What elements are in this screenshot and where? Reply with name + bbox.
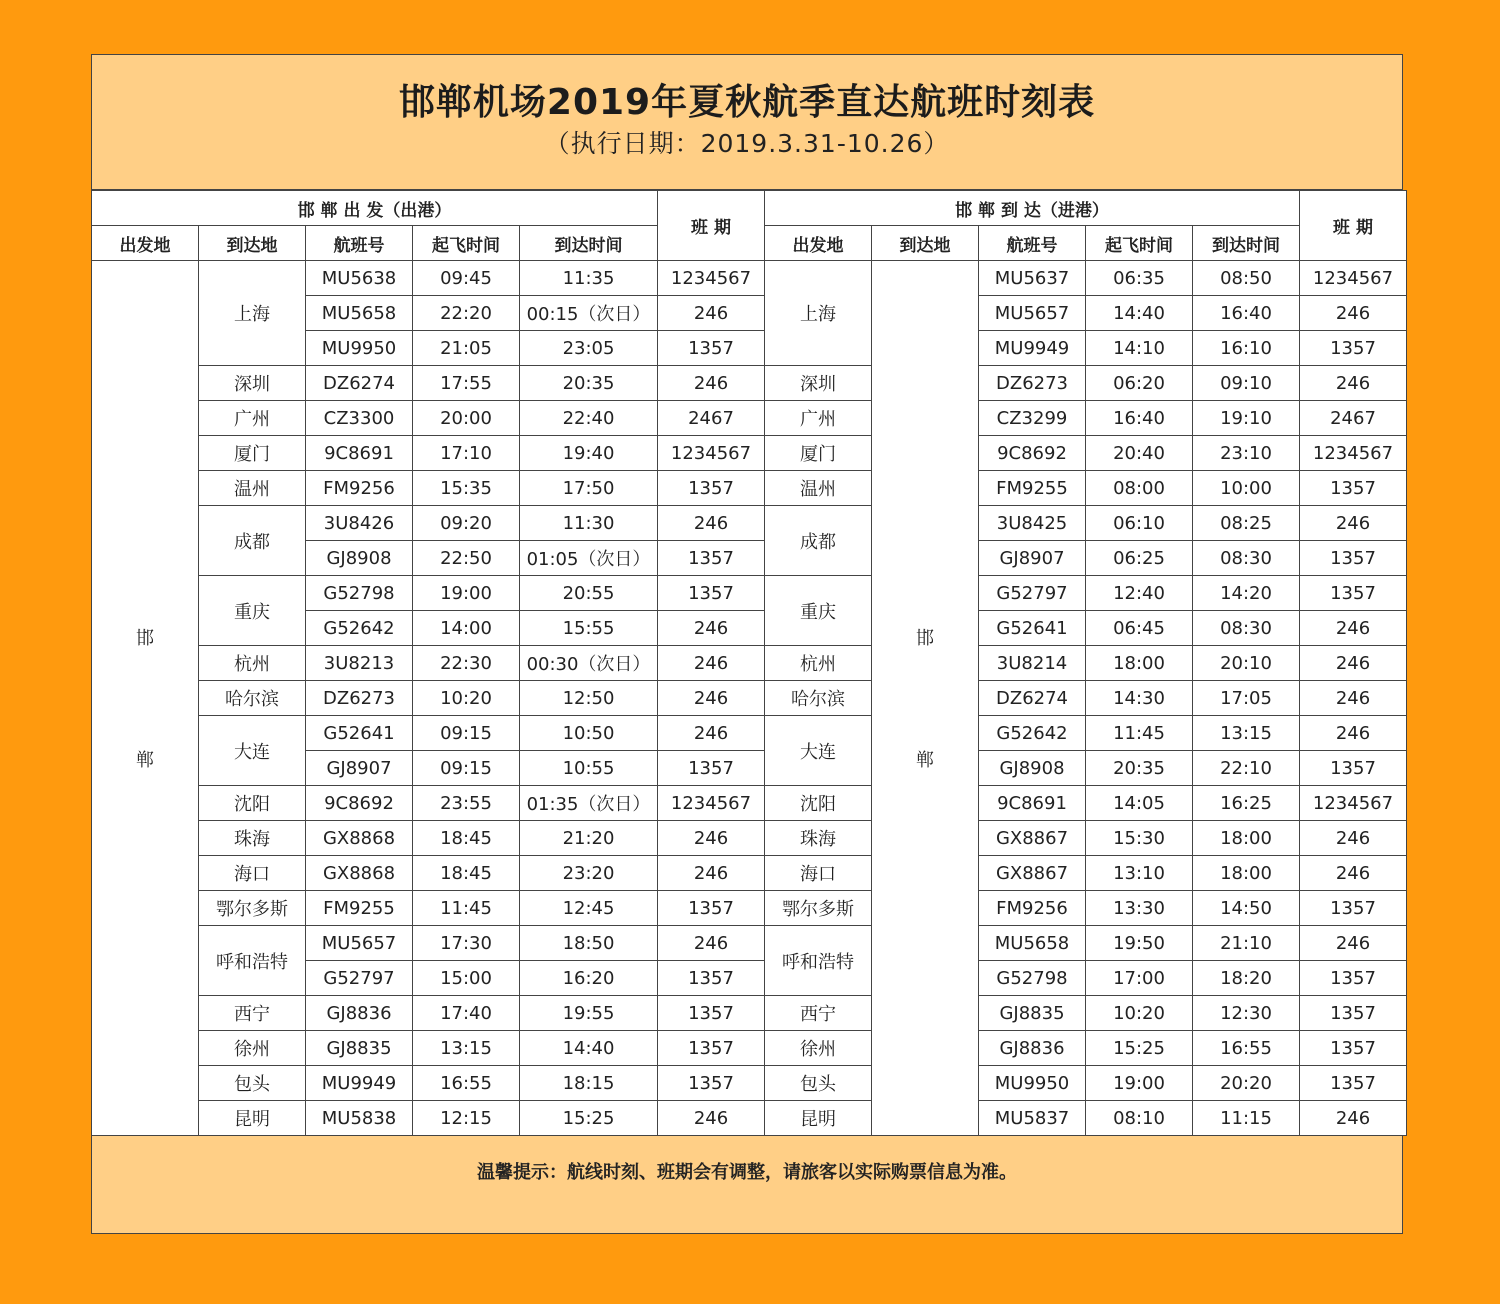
departure-destination-city: 成都 (199, 506, 306, 576)
departure-destination-city: 西宁 (199, 996, 306, 1031)
arrival-schedule-days: 1234567 (1300, 786, 1407, 821)
departure-flight-number: GJ8907 (306, 751, 413, 786)
arrival-takeoff-time: 08:10 (1086, 1101, 1193, 1136)
departure-takeoff-time: 11:45 (413, 891, 520, 926)
arrival-takeoff-time: 06:20 (1086, 366, 1193, 401)
table-row (92, 891, 1407, 926)
arrival-origin-city: 成都 (765, 506, 872, 576)
departure-flight-number: MU5638 (306, 261, 413, 296)
departure-schedule-days: 1234567 (658, 786, 765, 821)
arrival-arrival-time: 08:30 (1193, 541, 1300, 576)
departure-schedule-days: 1357 (658, 1031, 765, 1066)
departure-arrival-time: 21:20 (520, 821, 658, 856)
arrival-flight-number: 3U8425 (979, 506, 1086, 541)
departure-flight-number: GX8868 (306, 821, 413, 856)
departure-schedule-days: 1357 (658, 576, 765, 611)
departure-flight-number: FM9255 (306, 891, 413, 926)
arrival-destination-cell-char: 邯 (916, 628, 934, 649)
arrival-flight-number: MU5637 (979, 261, 1086, 296)
departure-schedule-days: 1357 (658, 331, 765, 366)
departure-destination-city: 沈阳 (199, 786, 306, 821)
departure-takeoff-time: 09:20 (413, 506, 520, 541)
arrival-takeoff-time: 06:45 (1086, 611, 1193, 646)
arrival-arrival-time: 12:30 (1193, 996, 1300, 1031)
departure-arrival-time: 11:35 (520, 261, 658, 296)
departure-destination-city: 鄂尔多斯 (199, 891, 306, 926)
arrival-flight-number: 9C8691 (979, 786, 1086, 821)
arrival-flight-number: 3U8214 (979, 646, 1086, 681)
arrival-takeoff-time: 20:40 (1086, 436, 1193, 471)
departure-arrival-time: 12:45 (520, 891, 658, 926)
arrival-flight-number: GJ8907 (979, 541, 1086, 576)
arrival-schedule-days: 1357 (1300, 891, 1407, 926)
departure-arrival-time: 19:55 (520, 996, 658, 1031)
departure-origin-cell-char: 郸 (136, 750, 154, 771)
departure-flight-number: MU5657 (306, 926, 413, 961)
arrival-schedule-days: 246 (1300, 681, 1407, 716)
table-row (92, 506, 1407, 541)
table-row (92, 1101, 1407, 1136)
departure-flight-number: 9C8692 (306, 786, 413, 821)
arrival-schedule-days: 1357 (1300, 996, 1407, 1031)
arrival-flight-number: DZ6274 (979, 681, 1086, 716)
arrival-origin-city: 杭州 (765, 646, 872, 681)
arrival-takeoff-time: 06:10 (1086, 506, 1193, 541)
arrival-takeoff-time: 13:10 (1086, 856, 1193, 891)
departure-takeoff-time: 17:55 (413, 366, 520, 401)
departure-flight-number: G52798 (306, 576, 413, 611)
arrival-takeoff-time: 08:00 (1086, 471, 1193, 506)
departure-schedule-days: 246 (658, 821, 765, 856)
arrival-takeoff-time: 11:45 (1086, 716, 1193, 751)
table-row (92, 926, 1407, 961)
departure-schedule-days: 1357 (658, 541, 765, 576)
arrival-origin-city: 重庆 (765, 576, 872, 646)
arrival-arrival-time: 16:10 (1193, 331, 1300, 366)
arrival-origin-city: 鄂尔多斯 (765, 891, 872, 926)
flight-table-body (92, 261, 1407, 1136)
departure-schedule-days: 246 (658, 296, 765, 331)
departure-flight-number: FM9256 (306, 471, 413, 506)
arrival-flight-number: FM9255 (979, 471, 1086, 506)
departure-takeoff-time: 23:55 (413, 786, 520, 821)
departure-arrival-time: 18:50 (520, 926, 658, 961)
arrival-schedule-days: 1357 (1300, 576, 1407, 611)
arrival-flight-number: G52797 (979, 576, 1086, 611)
departure-destination-city: 海口 (199, 856, 306, 891)
departure-flight-number: GJ8835 (306, 1031, 413, 1066)
departure-arrival-time: 10:50 (520, 716, 658, 751)
departure-origin-cell-char: 邯 (136, 628, 154, 649)
flight-table (91, 190, 1407, 1136)
departure-takeoff-time: 20:00 (413, 401, 520, 436)
arrival-origin-city: 广州 (765, 401, 872, 436)
arrival-schedule-days: 2467 (1300, 401, 1407, 436)
departure-arrival-time: 00:15（次日） (520, 296, 658, 331)
arrival-schedule-days: 1357 (1300, 1066, 1407, 1101)
arrival-schedule-days: 246 (1300, 611, 1407, 646)
departure-arrival-time: 11:30 (520, 506, 658, 541)
departure-arrival-time: 19:40 (520, 436, 658, 471)
arrival-flight-number: MU5837 (979, 1101, 1086, 1136)
departure-flight-number: G52797 (306, 961, 413, 996)
departure-schedule-days: 1357 (658, 1066, 765, 1101)
arrival-schedule-days: 1234567 (1300, 436, 1407, 471)
departure-schedule-days: 246 (658, 716, 765, 751)
arrival-takeoff-time: 20:35 (1086, 751, 1193, 786)
departure-destination-city: 徐州 (199, 1031, 306, 1066)
arrival-arrival-time: 08:50 (1193, 261, 1300, 296)
footer-note: 温馨提示：航线时刻、班期会有调整，请旅客以实际购票信息为准。 (477, 1162, 1017, 1183)
departure-flight-number: DZ6274 (306, 366, 413, 401)
arrival-flight-number: CZ3299 (979, 401, 1086, 436)
timetable-sheet (91, 54, 1403, 1234)
departure-destination-city: 杭州 (199, 646, 306, 681)
departure-schedule-days: 2467 (658, 401, 765, 436)
departure-takeoff-time: 12:15 (413, 1101, 520, 1136)
arrival-takeoff-time: 13:30 (1086, 891, 1193, 926)
departure-flight-number: MU5658 (306, 296, 413, 331)
arr-flight-header: 航班号 (979, 226, 1086, 261)
arrival-flight-number: GJ8908 (979, 751, 1086, 786)
departure-flight-number: GX8868 (306, 856, 413, 891)
arrival-takeoff-time: 14:05 (1086, 786, 1193, 821)
arrival-schedule-header: 班 期 (1300, 191, 1407, 261)
arrival-flight-number: MU9949 (979, 331, 1086, 366)
arrival-takeoff-time: 12:40 (1086, 576, 1193, 611)
arrival-schedule-days: 1357 (1300, 961, 1407, 996)
departure-takeoff-time: 19:00 (413, 576, 520, 611)
page-title: 邯郸机场2019年夏秋航季直达航班时刻表 (398, 82, 1096, 123)
timetable-header (92, 55, 1402, 190)
arrival-schedule-days: 246 (1300, 821, 1407, 856)
departure-arrival-time: 00:30（次日） (520, 646, 658, 681)
departure-takeoff-time: 17:40 (413, 996, 520, 1031)
arrival-schedule-days: 1234567 (1300, 261, 1407, 296)
departure-takeoff-time: 22:30 (413, 646, 520, 681)
table-row (92, 471, 1407, 506)
arrival-schedule-days: 246 (1300, 716, 1407, 751)
departure-destination-city: 温州 (199, 471, 306, 506)
departure-arrival-time: 15:25 (520, 1101, 658, 1136)
departure-schedule-days: 1357 (658, 751, 765, 786)
arr-arrival-time-header: 到达时间 (1193, 226, 1300, 261)
departure-arrival-time: 23:05 (520, 331, 658, 366)
arrival-schedule-days: 246 (1300, 506, 1407, 541)
arrival-arrival-time: 09:10 (1193, 366, 1300, 401)
dep-destination-header: 到达地 (199, 226, 306, 261)
arrival-takeoff-time: 17:00 (1086, 961, 1193, 996)
dep-time-header: 起飞时间 (413, 226, 520, 261)
arrival-flight-number: G52798 (979, 961, 1086, 996)
page-subtitle: （执行日期：2019.3.31-10.26） (544, 129, 950, 158)
arrival-schedule-days: 246 (1300, 296, 1407, 331)
departure-destination-city: 大连 (199, 716, 306, 786)
arrival-arrival-time: 18:00 (1193, 821, 1300, 856)
departure-arrival-time: 20:55 (520, 576, 658, 611)
arrival-takeoff-time: 15:30 (1086, 821, 1193, 856)
departure-destination-city: 深圳 (199, 366, 306, 401)
table-row (92, 786, 1407, 821)
departure-arrival-time: 15:55 (520, 611, 658, 646)
departure-takeoff-time: 09:15 (413, 751, 520, 786)
departure-schedule-header: 班 期 (658, 191, 765, 261)
arrival-arrival-time: 08:25 (1193, 506, 1300, 541)
departure-flight-number: DZ6273 (306, 681, 413, 716)
departure-takeoff-time: 21:05 (413, 331, 520, 366)
departure-schedule-days: 1357 (658, 891, 765, 926)
table-row (92, 716, 1407, 751)
table-row (92, 856, 1407, 891)
departure-arrival-time: 12:50 (520, 681, 658, 716)
departure-takeoff-time: 22:50 (413, 541, 520, 576)
arrival-flight-number: G52642 (979, 716, 1086, 751)
arrival-arrival-time: 13:15 (1193, 716, 1300, 751)
table-row (92, 436, 1407, 471)
departure-flight-number: MU9950 (306, 331, 413, 366)
departure-takeoff-time: 16:55 (413, 1066, 520, 1101)
departure-takeoff-time: 09:45 (413, 261, 520, 296)
departure-takeoff-time: 13:15 (413, 1031, 520, 1066)
arrival-schedule-days: 1357 (1300, 471, 1407, 506)
departure-schedule-days: 246 (658, 856, 765, 891)
arrival-origin-city: 上海 (765, 261, 872, 366)
arrival-origin-city: 西宁 (765, 996, 872, 1031)
departure-flight-number: 9C8691 (306, 436, 413, 471)
arrival-schedule-days: 1357 (1300, 331, 1407, 366)
arrival-arrival-time: 20:10 (1193, 646, 1300, 681)
departure-takeoff-time: 10:20 (413, 681, 520, 716)
departure-destination-city: 珠海 (199, 821, 306, 856)
arrival-takeoff-time: 18:00 (1086, 646, 1193, 681)
arrival-takeoff-time: 10:20 (1086, 996, 1193, 1031)
arrival-takeoff-time: 14:40 (1086, 296, 1193, 331)
departure-takeoff-time: 14:00 (413, 611, 520, 646)
arrival-section-header: 邯 郸 到 达（进港） (765, 191, 1300, 226)
arrival-origin-city: 呼和浩特 (765, 926, 872, 996)
departure-destination-city: 哈尔滨 (199, 681, 306, 716)
departure-flight-number: MU9949 (306, 1066, 413, 1101)
dep-flight-header: 航班号 (306, 226, 413, 261)
arrival-takeoff-time: 06:25 (1086, 541, 1193, 576)
arrival-origin-city: 珠海 (765, 821, 872, 856)
arrival-arrival-time: 11:15 (1193, 1101, 1300, 1136)
arrival-takeoff-time: 06:35 (1086, 261, 1193, 296)
arrival-arrival-time: 16:40 (1193, 296, 1300, 331)
departure-arrival-time: 23:20 (520, 856, 658, 891)
arrival-arrival-time: 14:50 (1193, 891, 1300, 926)
departure-takeoff-time: 17:10 (413, 436, 520, 471)
departure-section-header: 邯 郸 出 发（出港） (92, 191, 658, 226)
departure-takeoff-time: 18:45 (413, 821, 520, 856)
arrival-arrival-time: 17:05 (1193, 681, 1300, 716)
arrival-arrival-time: 14:20 (1193, 576, 1300, 611)
table-row (92, 681, 1407, 716)
arrival-flight-number: GJ8835 (979, 996, 1086, 1031)
departure-arrival-time: 22:40 (520, 401, 658, 436)
departure-takeoff-time: 15:00 (413, 961, 520, 996)
departure-destination-city: 广州 (199, 401, 306, 436)
arrival-origin-city: 包头 (765, 1066, 872, 1101)
departure-schedule-days: 1357 (658, 961, 765, 996)
departure-arrival-time: 17:50 (520, 471, 658, 506)
departure-arrival-time: 18:15 (520, 1066, 658, 1101)
arrival-arrival-time: 16:25 (1193, 786, 1300, 821)
departure-destination-city: 上海 (199, 261, 306, 366)
arrival-flight-number: GX8867 (979, 821, 1086, 856)
departure-arrival-time: 16:20 (520, 961, 658, 996)
arrival-arrival-time: 18:20 (1193, 961, 1300, 996)
arrival-flight-number: FM9256 (979, 891, 1086, 926)
arrival-origin-city: 温州 (765, 471, 872, 506)
arrival-takeoff-time: 15:25 (1086, 1031, 1193, 1066)
table-row (92, 821, 1407, 856)
departure-destination-city: 重庆 (199, 576, 306, 646)
departure-origin-cell (92, 261, 199, 1136)
arrival-origin-city: 昆明 (765, 1101, 872, 1136)
table-row (92, 261, 1407, 296)
arrival-arrival-time: 21:10 (1193, 926, 1300, 961)
departure-schedule-days: 246 (658, 506, 765, 541)
arrival-arrival-time: 18:00 (1193, 856, 1300, 891)
departure-destination-city: 厦门 (199, 436, 306, 471)
arr-origin-header: 出发地 (765, 226, 872, 261)
departure-schedule-days: 246 (658, 366, 765, 401)
departure-schedule-days: 246 (658, 681, 765, 716)
arrival-origin-city: 大连 (765, 716, 872, 786)
departure-takeoff-time: 09:15 (413, 716, 520, 751)
arrival-flight-number: 9C8692 (979, 436, 1086, 471)
departure-flight-number: G52642 (306, 611, 413, 646)
departure-flight-number: GJ8836 (306, 996, 413, 1031)
arr-time-header: 起飞时间 (1086, 226, 1193, 261)
departure-takeoff-time: 18:45 (413, 856, 520, 891)
departure-flight-number: G52641 (306, 716, 413, 751)
departure-schedule-days: 246 (658, 1101, 765, 1136)
departure-flight-number: 3U8213 (306, 646, 413, 681)
table-row (92, 401, 1407, 436)
arrival-flight-number: G52641 (979, 611, 1086, 646)
arrival-arrival-time: 22:10 (1193, 751, 1300, 786)
arrival-schedule-days: 246 (1300, 1101, 1407, 1136)
arrival-flight-number: MU9950 (979, 1066, 1086, 1101)
arrival-origin-city: 沈阳 (765, 786, 872, 821)
table-row (92, 576, 1407, 611)
arrival-arrival-time: 20:20 (1193, 1066, 1300, 1101)
departure-schedule-days: 246 (658, 611, 765, 646)
arrival-schedule-days: 246 (1300, 366, 1407, 401)
arrival-destination-cell (872, 261, 979, 1136)
departure-arrival-time: 14:40 (520, 1031, 658, 1066)
departure-schedule-days: 1357 (658, 471, 765, 506)
departure-flight-number: MU5838 (306, 1101, 413, 1136)
departure-takeoff-time: 22:20 (413, 296, 520, 331)
dep-origin-header: 出发地 (92, 226, 199, 261)
table-row (92, 1031, 1407, 1066)
departure-schedule-days: 246 (658, 926, 765, 961)
arrival-schedule-days: 1357 (1300, 541, 1407, 576)
arrival-takeoff-time: 19:00 (1086, 1066, 1193, 1101)
departure-takeoff-time: 15:35 (413, 471, 520, 506)
departure-arrival-time: 01:05（次日） (520, 541, 658, 576)
arrival-flight-number: MU5657 (979, 296, 1086, 331)
departure-flight-number: GJ8908 (306, 541, 413, 576)
arrival-destination-cell-char: 郸 (916, 750, 934, 771)
arrival-origin-city: 徐州 (765, 1031, 872, 1066)
arrival-takeoff-time: 14:30 (1086, 681, 1193, 716)
arrival-takeoff-time: 16:40 (1086, 401, 1193, 436)
departure-schedule-days: 1357 (658, 996, 765, 1031)
arrival-arrival-time: 10:00 (1193, 471, 1300, 506)
arrival-schedule-days: 1357 (1300, 1031, 1407, 1066)
arrival-origin-city: 深圳 (765, 366, 872, 401)
dep-arrival-time-header: 到达时间 (520, 226, 658, 261)
arrival-schedule-days: 246 (1300, 856, 1407, 891)
table-row (92, 1066, 1407, 1101)
departure-flight-number: 3U8426 (306, 506, 413, 541)
departure-takeoff-time: 17:30 (413, 926, 520, 961)
departure-destination-city: 包头 (199, 1066, 306, 1101)
arrival-flight-number: DZ6273 (979, 366, 1086, 401)
arrival-arrival-time: 16:55 (1193, 1031, 1300, 1066)
arrival-schedule-days: 246 (1300, 646, 1407, 681)
arrival-takeoff-time: 19:50 (1086, 926, 1193, 961)
arrival-origin-city: 哈尔滨 (765, 681, 872, 716)
departure-arrival-time: 10:55 (520, 751, 658, 786)
table-row (92, 996, 1407, 1031)
departure-arrival-time: 20:35 (520, 366, 658, 401)
departure-arrival-time: 01:35（次日） (520, 786, 658, 821)
departure-schedule-days: 1234567 (658, 436, 765, 471)
arrival-flight-number: GJ8836 (979, 1031, 1086, 1066)
arrival-takeoff-time: 14:10 (1086, 331, 1193, 366)
table-row (92, 366, 1407, 401)
arrival-schedule-days: 246 (1300, 926, 1407, 961)
arrival-schedule-days: 1357 (1300, 751, 1407, 786)
departure-destination-city: 昆明 (199, 1101, 306, 1136)
table-row (92, 646, 1407, 681)
departure-destination-city: 呼和浩特 (199, 926, 306, 996)
arrival-arrival-time: 08:30 (1193, 611, 1300, 646)
arrival-origin-city: 厦门 (765, 436, 872, 471)
arrival-arrival-time: 23:10 (1193, 436, 1300, 471)
arrival-flight-number: GX8867 (979, 856, 1086, 891)
arrival-origin-city: 海口 (765, 856, 872, 891)
departure-schedule-days: 246 (658, 646, 765, 681)
arr-destination-header: 到达地 (872, 226, 979, 261)
arrival-arrival-time: 19:10 (1193, 401, 1300, 436)
departure-flight-number: CZ3300 (306, 401, 413, 436)
departure-schedule-days: 1234567 (658, 261, 765, 296)
arrival-flight-number: MU5658 (979, 926, 1086, 961)
